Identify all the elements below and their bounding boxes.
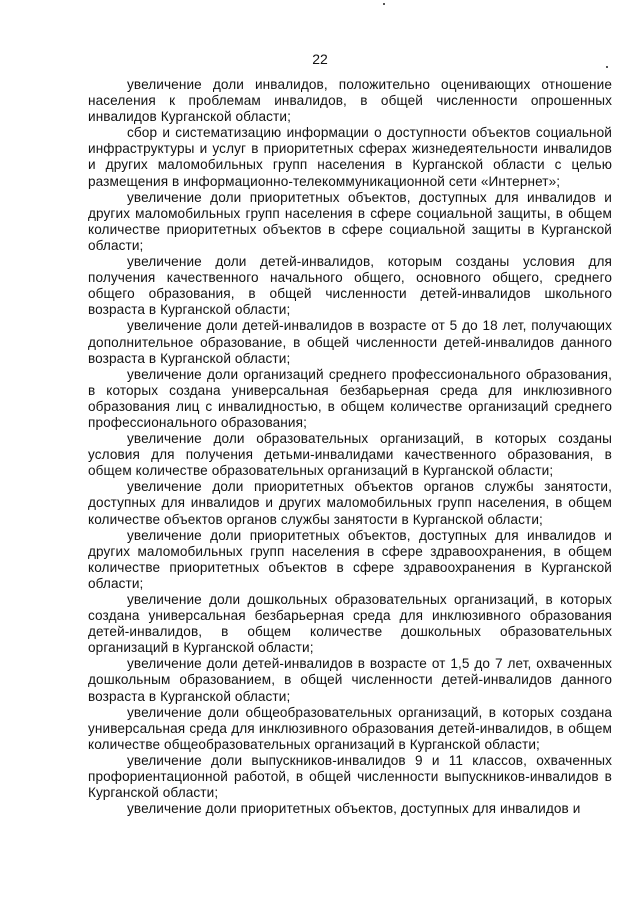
paragraph: увеличение доли организаций среднего профессионального образования, в которых создана универсальная безбарьерная среда для инклюзивного образования лиц с инвалидностью, в общем количестве организаций среднего профессионального образования; — [88, 366, 612, 430]
paragraph: сбор и систематизацию информации о доступности объектов социальной инфраструктуры и услуг в приоритетных сферах жизнедеятельности инвалидов и других маломобильных групп населения в Курганской области с целью размещения в информационно-телекоммуникационной сети «Интернет»; — [88, 125, 612, 189]
scan-speck — [383, 3, 385, 5]
paragraph: увеличение доли общеобразовательных организаций, в которых создана универсальная среда для инклюзивного образования детей-инвалидов, в общем количестве общеобразовательных организаций в Курганской области; — [88, 704, 612, 752]
paragraph-partial: увеличение доли приоритетных объектов, доступных для инвалидов и — [127, 801, 581, 817]
paragraph: увеличение доли детей-инвалидов в возрасте от 5 до 18 лет, получающих дополнительное образование, в общей численности детей-инвалидов данного возраста в Курганской области; — [88, 318, 612, 366]
paragraph: увеличение доли дошкольных образовательных организаций, в которых создана универсальная безбарьерная среда для инклюзивного образования детей-инвалидов, в общем количестве дошкольных образовательных организаций в Курганской области; — [88, 592, 612, 656]
paragraph: увеличение доли детей-инвалидов, которым созданы условия для получения качественного начального общего, основного общего, среднего общего образования, в общей численности детей-инвалидов школьного возраста в Курганской области; — [88, 254, 612, 318]
page-number: 22 — [312, 51, 328, 67]
paragraph: увеличение доли инвалидов, положительно оценивающих отношение населения к проблемам инвалидов, в общей численности опрошенных инвалидов Курганской области; — [88, 77, 612, 125]
paragraph: увеличение доли приоритетных объектов, доступных для инвалидов и других маломобильных групп населения в сфере здравоохранения, в общем количестве приоритетных объектов в сфере здравоохранения в Курганской области; — [88, 527, 612, 591]
document-body — [88, 77, 612, 817]
paragraph: увеличение доли приоритетных объектов, доступных для инвалидов и других маломобильных групп населения в сфере социальной защиты, в общем количестве приоритетных объектов в сфере социальной защиты в Курганской области; — [88, 189, 612, 253]
paragraph: увеличение доли выпускников-инвалидов 9 и 11 классов, охваченных профориентационной работой, в общей численности выпускников-инвалидов в Курганской области; — [88, 752, 612, 801]
paragraph: увеличение доли образовательных организаций, в которых созданы условия для получения детьми-инвалидами качественного образования, в общем количестве образовательных организаций в Курганской области; — [88, 431, 612, 479]
paragraph: увеличение доли детей-инвалидов в возрасте от 1,5 до 7 лет, охваченных дошкольным образованием, в общей численности детей-инвалидов данного возраста в Курганской области; — [88, 656, 612, 704]
paragraph: увеличение доли приоритетных объектов органов службы занятости, доступных для инвалидов и других маломобильных групп населения, в общем количестве объектов органов службы занятости в Курганской области; — [88, 479, 612, 527]
